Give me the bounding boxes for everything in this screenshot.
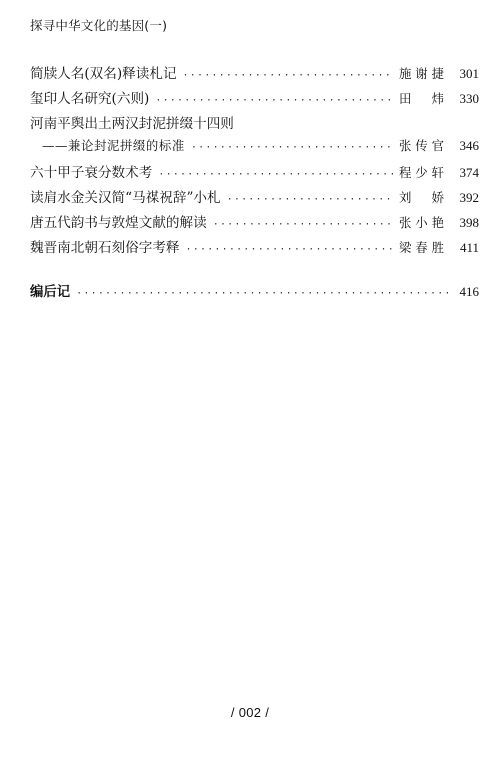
page-number: / 002 / bbox=[230, 705, 270, 720]
postscript-title: 编后记 bbox=[30, 285, 71, 300]
toc-entry-page: 330 bbox=[459, 90, 479, 106]
toc-entry-author: 施谢捷 bbox=[399, 66, 445, 81]
dot-leader bbox=[76, 288, 453, 299]
dot-leader bbox=[158, 169, 393, 180]
toc-entry[interactable] bbox=[30, 62, 479, 87]
toc-entry-page: 346 bbox=[459, 138, 479, 154]
toc-entry-title: 魏晋南北朝石刻俗字考释 bbox=[30, 239, 180, 256]
dot-leader bbox=[155, 95, 393, 106]
toc-entry[interactable] bbox=[30, 236, 479, 261]
toc-entry-postscript[interactable] bbox=[30, 281, 479, 300]
toc-entry[interactable] bbox=[30, 87, 479, 112]
dot-leader bbox=[183, 70, 393, 81]
toc-entry-title: 六十甲子衰分数术考 bbox=[30, 165, 153, 182]
toc-entry-title: 河南平舆出土两汉封泥拼缀十四则 bbox=[30, 115, 234, 132]
toc-entry-page: 392 bbox=[459, 189, 479, 205]
table-of-contents bbox=[30, 62, 479, 260]
dot-leader bbox=[186, 244, 393, 255]
toc-entry[interactable] bbox=[30, 211, 479, 236]
dot-leader bbox=[213, 219, 393, 230]
toc-entry-author: 程少轩 bbox=[399, 165, 445, 181]
running-header: 探寻中华文化的基因(一) bbox=[30, 18, 168, 33]
postscript-page: 416 bbox=[459, 284, 479, 299]
toc-entry-author: 张小艳 bbox=[399, 214, 445, 230]
toc-entry[interactable] bbox=[30, 186, 479, 211]
toc-entry-page: 411 bbox=[459, 239, 479, 255]
toc-entry-subtitle: ——兼论封泥拼缀的标准 bbox=[42, 138, 185, 154]
toc-entry-page: 398 bbox=[459, 214, 479, 230]
toc-entry-author: 刘娇 bbox=[399, 189, 445, 205]
toc-entry[interactable] bbox=[30, 112, 479, 137]
dot-leader bbox=[191, 142, 393, 153]
toc-entry-title: 玺印人名研究(六则) bbox=[30, 90, 150, 107]
toc-entry-page: 374 bbox=[459, 165, 479, 181]
toc-entry[interactable] bbox=[30, 136, 479, 161]
toc-entry-author: 张传官 bbox=[399, 138, 445, 154]
toc-entry-title: 读肩水金关汉简“马禖祝辞”小札 bbox=[30, 189, 221, 206]
toc-entry-title: 唐五代韵书与敦煌文献的解读 bbox=[30, 214, 207, 231]
dot-leader bbox=[227, 194, 393, 205]
toc-entry-page: 301 bbox=[459, 66, 479, 81]
toc-entry-author: 梁春胜 bbox=[399, 239, 445, 255]
toc-entry-author: 田炜 bbox=[399, 90, 445, 106]
toc-entry[interactable] bbox=[30, 161, 479, 186]
toc-entry-title: 简牍人名(双名)释读札记 bbox=[30, 66, 177, 82]
